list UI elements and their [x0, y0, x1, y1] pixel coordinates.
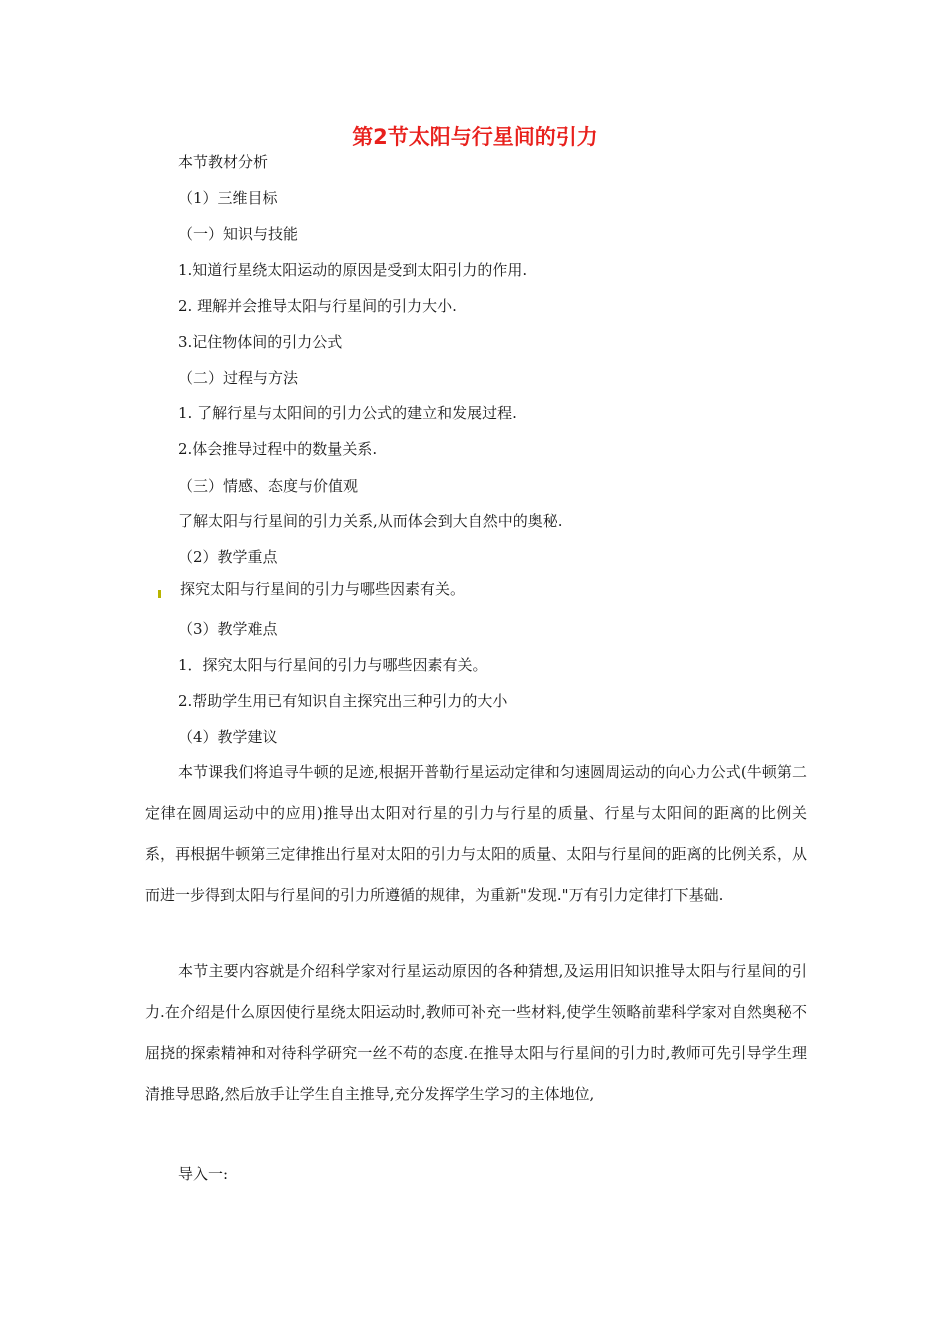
- section-heading: 本节教材分析: [178, 153, 269, 171]
- body-paragraph: 本节主要内容就是介绍科学家对行星运动原因的各种猜想,及运用旧知识推导太阳与行星间的引力.在介绍是什么原因使行星绕太阳运动时,教师可补充一些材料,使学生领略前辈科学家对自然奥秘不屈挠的探索精神和对待科学研究一丝不苟的态度.在推导太阳与行星间的引力时,教师可先引导学生理清推导思路,然后放手让学生自主推导,充分发挥学生学习的主体地位,: [145, 962, 807, 1103]
- body-line: 探究太阳与行星间的引力与哪些因素有关。: [180, 580, 466, 598]
- body-line: 了解太阳与行星间的引力关系,从而体会到大自然中的奥秘.: [178, 512, 563, 530]
- subsection-heading: （三）情感、态度与价值观: [178, 477, 359, 495]
- body-line: 导入一:: [178, 1165, 229, 1183]
- subsection-heading: （4）教学建议: [178, 728, 278, 746]
- list-item: 1．探究太阳与行星间的引力与哪些因素有关。: [178, 656, 488, 674]
- subsection-heading: （3）教学难点: [178, 620, 278, 638]
- list-item: 2.体会推导过程中的数量关系.: [178, 440, 378, 458]
- document-title: 第2节太阳与行星间的引力: [352, 125, 598, 149]
- list-item: 3.记住物体间的引力公式: [178, 333, 343, 351]
- list-item: 2. 理解并会推导太阳与行星间的引力大小.: [178, 297, 457, 315]
- list-item: 2.帮助学生用已有知识自主探究出三种引力的大小: [178, 692, 508, 710]
- list-item: 1. 了解行星与太阳间的引力公式的建立和发展过程.: [178, 404, 517, 422]
- margin-mark: [158, 590, 161, 598]
- subsection-heading: （一）知识与技能: [178, 225, 299, 243]
- subsection-heading: （2）教学重点: [178, 548, 278, 566]
- body-paragraph: 本节课我们将追寻牛顿的足迹,根据开普勒行星运动定律和匀速圆周运动的向心力公式(牛顿第二定律在圆周运动中的应用)推导出太阳对行星的引力与行星的质量、行星与太阳间的距离的比例关系，再根据牛顿第三定律推出行星对太阳的引力与太阳的质量、太阳与行星间的距离的比例关系，从而进一步得到太阳与行星间的引力所遵循的规律，为重新"发现."万有引力定律打下基础.: [145, 763, 807, 904]
- list-item: 1.知道行星绕太阳运动的原因是受到太阳引力的作用.: [178, 261, 528, 279]
- subsection-heading: （1）三维目标: [178, 189, 278, 207]
- subsection-heading: （二）过程与方法: [178, 369, 299, 387]
